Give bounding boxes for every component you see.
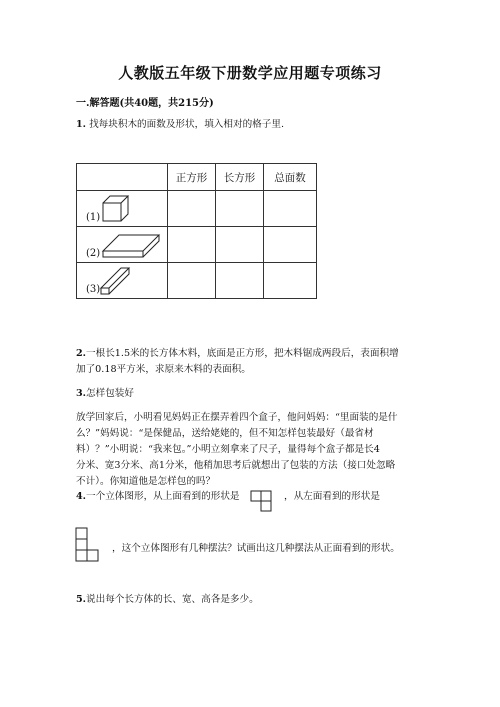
question-text: 一根长1.5米的长方体木料，底面是正方形，把木料锯成两段后，表面积增: [86, 348, 399, 359]
question-number: 2.: [76, 348, 87, 359]
shape-label: (1): [86, 212, 101, 223]
long-bar-icon: [77, 263, 167, 298]
question-3-body: [76, 410, 428, 490]
question-number: 1.: [76, 119, 87, 130]
answer-cell[interactable]: [264, 191, 317, 227]
top-view-icon: [250, 490, 274, 514]
table-row: [77, 227, 317, 263]
flat-box-icon: [77, 227, 167, 262]
question-text: ，从左面看到的形状是: [284, 491, 380, 502]
paragraph-line: 么？”妈妈说：“是保健品，送给姥姥的，但不知怎样包装最好（最省材: [76, 428, 374, 439]
paragraph-line: 放学回家后，小明看见妈妈正在摆弄着四个盒子，他问妈妈：“里面装的是什: [76, 412, 398, 423]
left-view-icon: [74, 526, 104, 564]
question-2: [76, 346, 428, 378]
paragraph-line: 分米、宽3分米、高1分米，他稍加思考后就想出了包装的方法（接口处忽略: [76, 460, 396, 471]
table-header-cell: 正方形: [168, 164, 216, 191]
answer-cell[interactable]: [168, 227, 216, 263]
table-row: [77, 191, 317, 227]
paragraph-line: 料）？”小明说：“我来包。”小明立刻拿来了尺子，量得每个盒子都是长4: [76, 444, 380, 455]
question-5: [76, 592, 428, 608]
answer-cell[interactable]: [168, 263, 216, 299]
answer-cell[interactable]: [168, 191, 216, 227]
answer-cell[interactable]: [264, 263, 317, 299]
shape-cell: [77, 227, 168, 263]
question-number: 3.: [76, 388, 87, 399]
answer-cell[interactable]: [216, 227, 264, 263]
question-1: [76, 117, 428, 133]
cube-icon: [77, 191, 167, 226]
section-heading: 一.解答题(共40题，共215分): [76, 98, 214, 109]
table-header-cell: 总面数: [264, 164, 317, 191]
answer-cell[interactable]: [216, 191, 264, 227]
question-text: 找每块积木的面数及形状，填入相对的格子里.: [89, 119, 285, 130]
question-text: 怎样包装好: [86, 388, 134, 399]
table-header-cell: [77, 164, 168, 191]
block-table: [76, 163, 317, 299]
shape-cell: [77, 191, 168, 227]
shape-label: (2): [86, 248, 101, 259]
table-row: [77, 263, 317, 299]
question-3-title: [76, 386, 428, 402]
shape-cell: [77, 263, 168, 299]
table-header-cell: 长方形: [216, 164, 264, 191]
question-text: 加了0.18平方米，求原来木料的表面积。: [76, 364, 251, 375]
shape-label: (3): [86, 284, 101, 295]
table-header-row: [77, 164, 317, 191]
page-title: 人教版五年级下册数学应用题专项练习: [118, 64, 382, 82]
question-text: ，这个立体图形有几种摆法？试画出这几种摆法从正面看到的形状。: [112, 543, 400, 554]
question-number: 4.: [76, 491, 87, 502]
answer-cell[interactable]: [216, 263, 264, 299]
question-number: 5.: [76, 594, 87, 605]
answer-cell[interactable]: [264, 227, 317, 263]
question-text: 一个立体图形，从上面看到的形状是: [86, 491, 240, 502]
question-text: 说出每个长方体的长、宽、高各是多少。: [86, 594, 259, 605]
paragraph-line: 不计）。你知道他是怎样包的吗？: [76, 476, 216, 487]
